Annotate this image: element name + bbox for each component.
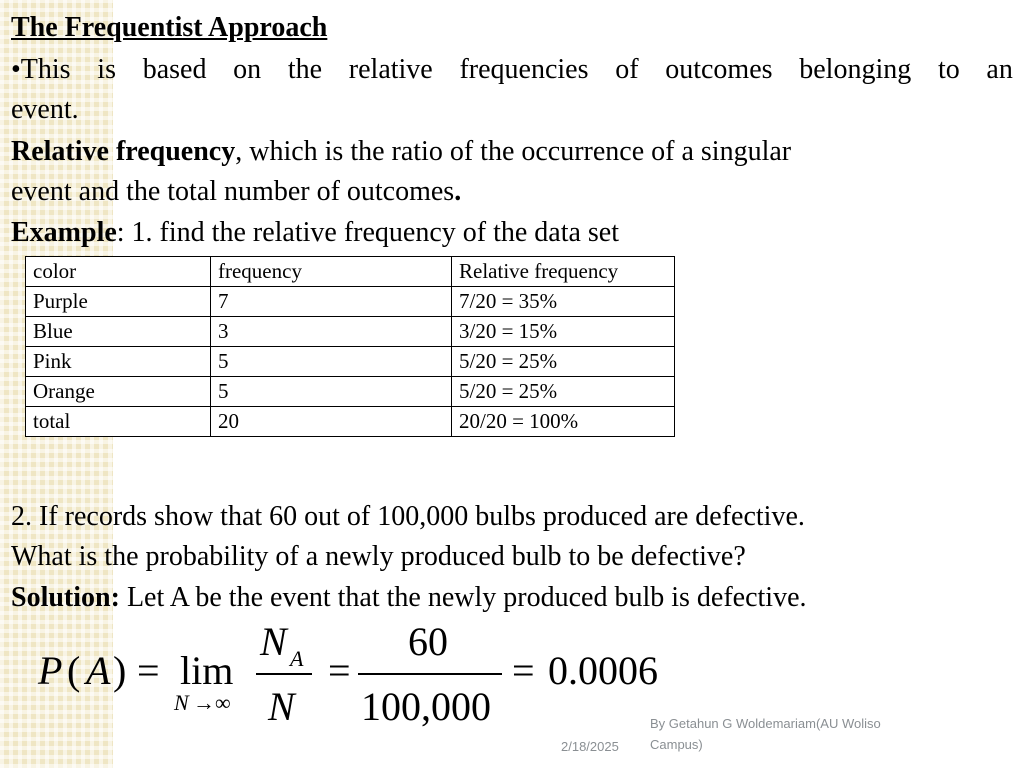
- bullet-word: of: [615, 54, 639, 85]
- bullet-word: based: [142, 54, 207, 85]
- bullet-line-1: [11, 54, 1013, 86]
- definition-line-1: [11, 136, 791, 168]
- relative-frequency-table: [25, 256, 675, 437]
- table-row: [26, 317, 675, 347]
- formula-lim: lim: [180, 648, 234, 693]
- table-cell: 5/20 = 25%: [452, 347, 675, 377]
- table-cell: 7/20 = 35%: [452, 287, 675, 317]
- table-header-cell: color: [26, 257, 211, 287]
- table-cell: 20/20 = 100%: [452, 407, 675, 437]
- table-row: [26, 407, 675, 437]
- formula-p: P: [38, 648, 63, 693]
- table-cell: Purple: [26, 287, 211, 317]
- example-label: Example: [11, 217, 117, 248]
- footer-author-line-1: By Getahun G Woldemariam(AU Woliso: [650, 716, 881, 731]
- bullet-word: belonging: [799, 54, 912, 85]
- bullet-word: •This: [11, 54, 71, 85]
- bullet-word: the: [287, 54, 323, 85]
- table-cell: 20: [211, 407, 452, 437]
- solution-label: Solution:: [11, 582, 120, 613]
- footer-author-line-2: Campus): [650, 737, 703, 752]
- bullet-line-2: event.: [11, 94, 79, 125]
- formula-a: A: [86, 648, 111, 693]
- formula-denominator-100000: 100,000: [361, 684, 491, 729]
- definition-line-2: [11, 176, 461, 208]
- table-cell: total: [26, 407, 211, 437]
- formula-equals: =: [512, 648, 535, 693]
- table-cell: Pink: [26, 347, 211, 377]
- table-cell: 3/20 = 15%: [452, 317, 675, 347]
- table-row: [26, 377, 675, 407]
- table-header-cell: Relative frequency: [452, 257, 675, 287]
- formula-lim-sub-n: N: [174, 690, 189, 715]
- bullet-word: is: [97, 54, 116, 85]
- example-text: : 1. find the relative frequency of the data set: [116, 217, 620, 248]
- bullet-word: an: [986, 54, 1013, 85]
- formula-result: 0.0006: [548, 648, 658, 693]
- solution-text: Let A be the event that the newly produced bulb is defective.: [119, 582, 807, 613]
- table-cell: 5: [211, 347, 452, 377]
- fraction-bar: [358, 673, 502, 675]
- table-row: [26, 347, 675, 377]
- footer-date: 2/18/2025: [561, 739, 619, 754]
- example-line: [11, 217, 619, 249]
- table-cell: 5/20 = 25%: [452, 377, 675, 407]
- table-header-cell: frequency: [211, 257, 452, 287]
- table-cell: 5: [211, 377, 452, 407]
- problem2-line-1: 2. If records show that 60 out of 100,000 bulbs produced are defective.: [11, 501, 805, 532]
- bullet-word: on: [233, 54, 262, 85]
- formula-open-paren: (: [67, 648, 81, 693]
- bullet-word: outcomes: [665, 54, 773, 85]
- table-cell: 7: [211, 287, 452, 317]
- solution-line: [11, 582, 807, 614]
- definition-text: , which is the ratio of the occurrence of a singular: [235, 136, 792, 167]
- slide-title: The Frequentist Approach: [11, 12, 328, 43]
- formula-numerator-n: N: [260, 619, 287, 664]
- formula-equals: =: [137, 648, 160, 693]
- fraction-bar: [256, 673, 312, 675]
- formula-denominator-n: N: [268, 684, 295, 729]
- definition-term: Relative frequency: [11, 136, 236, 167]
- formula-numerator-sub-a: A: [290, 646, 304, 671]
- formula-lim-sub-arrow: →∞: [193, 690, 231, 715]
- bullet-word: to: [937, 54, 960, 85]
- problem2-line-2: What is the probability of a newly produced bulb to be defective?: [11, 541, 746, 572]
- definition-text: event and the total number of outcomes: [11, 176, 455, 207]
- bullet-word: frequencies: [459, 54, 589, 85]
- table-row: [26, 287, 675, 317]
- table-cell: Blue: [26, 317, 211, 347]
- table-cell: Orange: [26, 377, 211, 407]
- bullet-word: relative: [348, 54, 433, 85]
- table-cell: 3: [211, 317, 452, 347]
- formula-close-paren: ): [113, 648, 127, 693]
- definition-period: .: [454, 176, 462, 207]
- table-header-row: [26, 257, 675, 287]
- formula-equals: =: [328, 648, 351, 693]
- formula-numerator-60: 60: [408, 619, 448, 664]
